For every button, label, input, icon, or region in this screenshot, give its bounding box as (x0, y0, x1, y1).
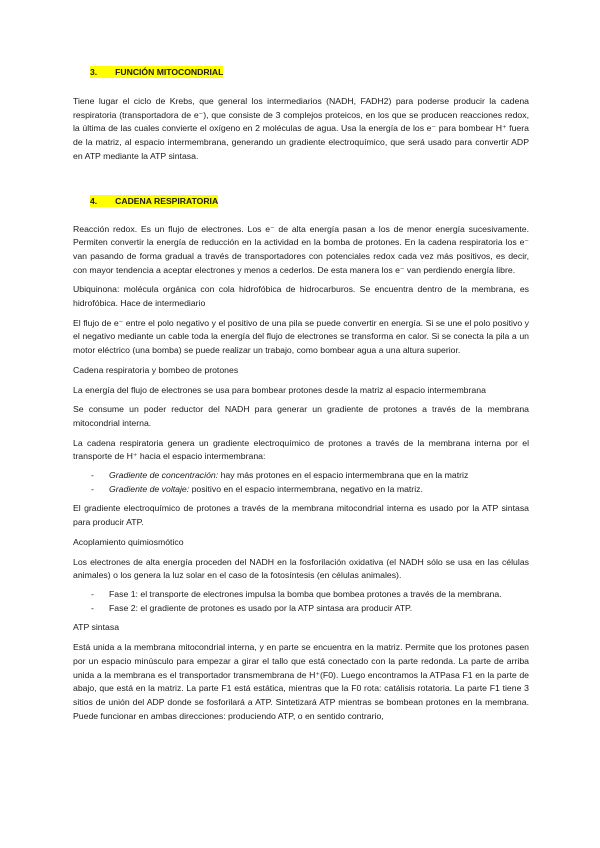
list-dash: - (91, 470, 94, 481)
list-item (73, 588, 529, 602)
list-dash: - (91, 588, 94, 599)
list-item-text: Fase 2: el gradiente de protones es usado por la ATP sintasa ara producir ATP. (109, 602, 413, 613)
paragraph-atp-synthase: Está unida a la membrana mitocondrial interna, y en parte se encuentra en la matriz. Permite que los protones pasen por un espacio minúsculo para empezar a girar el tallo que está conectado con la parte redonda. La parte de arriba unida a la membrana es el transportador transmembrana de H⁺(F0). Luego encontramos la ATPasa F1 en la parte de abajo, que está en la matriz. La parte F1 está estática, mientras que la F0 rota: catálisis rotatoria. La parte F1 tiene 3 sitios de unión del ADP donde se fosforilará a ATP. Sintetizará ATP mientras se bombean protones en la membrana. Puede funcionar en ambas direcciones: produciendo ATP, o en sentido contrario, (73, 642, 529, 721)
list-dash: - (91, 602, 94, 613)
list-item-label: Gradiente de voltaje: (109, 483, 190, 494)
list-item-text: Fase 1: el transporte de electrones impulsa la bomba que bombea protones a través de la membrana. (109, 588, 502, 599)
list-item-text: positivo en el espacio intermembrana, negativo en la matriz. (189, 483, 423, 494)
subheading-atp-synthase: ATP sintasa (73, 622, 120, 633)
subheading-proton-pumping: Cadena respiratoria y bombeo de protones (73, 364, 239, 375)
list-item (73, 469, 529, 483)
paragraph-gradient: La cadena respiratoria genera un gradiente electroquímico de protones a través de la membrana interna por el transporte de H⁺ hacia el espacio intermembrana: (73, 437, 529, 462)
paragraph-nadh: Se consume un poder reductor del NADH para generar un gradiente de protones a través de la membrana mitocondrial interna. (73, 404, 529, 428)
section-title: FUNCIÓN MITOCONDRIAL (115, 67, 224, 77)
phase-list (73, 588, 529, 615)
list-item (73, 602, 529, 616)
paragraph-atp-synthase-use: El gradiente electroquímico de protones a través de la membrana mitocondrial interna es usado por la ATP sintasa para producir ATP. (73, 503, 529, 528)
paragraph-redox: Reacción redox. Es un flujo de electrones. Los e⁻ de alta energía pasan a los de menor energía sucesivamente. Permiten convertir la energía de reducción en la actividad en la bomba de protones. En la cadena respiratoria los e⁻ van pasando de forma gradual a través de transportadores con potenciales redox cada vez más positivos, es decir, con mayor tendencia a aceptar electrones y menos a cederlos. De esta manera los e⁻ van perdiendo energía libre. (73, 223, 529, 275)
section-number: 3. (90, 66, 115, 78)
paragraph-battery-analogy: El flujo de e⁻ entre el polo negativo y el positivo de una pila se puede convertir en energía. Si se une el polo positivo y el negativo mediante un cable toda la energía del flujo de electrones se transforma en calor. Si se conecta la pila a un motor eléctrico (una bomba) se puede realizar un trabajo, como bombear agua a una altura superior. (73, 317, 529, 356)
list-item (73, 483, 529, 497)
list-item-text: hay más protones en el espacio intermembrana que en la matriz (218, 470, 469, 481)
gradient-list (73, 469, 529, 496)
paragraph-ubiquinone: Ubiquinona: molécula orgánica con cola hidrofóbica de hidrocarburos. Se encuentra dentro de la membrana, es hidrofóbica. Hace de intermediario (73, 284, 529, 309)
list-item-label: Gradiente de concentración: (109, 470, 219, 481)
section-heading-4 (90, 195, 529, 207)
paragraph-energy-flow: La energía del flujo de electrones se usa para bombear protones desde la matriz al espacio intermembrana (73, 384, 486, 395)
section-title: CADENA RESPIRATORIA (115, 195, 219, 206)
section-heading-3 (90, 66, 529, 78)
document-body (73, 66, 529, 723)
paragraph-mitochondrial-function: Tiene lugar el ciclo de Krebs, que general los intermediarios (NADH, FADH2) para poderse producir la cadena respiratoria (transportadora de e⁻), que consiste de 3 complejos proteicos, en los que se producen reacciones redox, la última de las cuales convierte el oxígeno en 2 moléculas de agua. Usa la energía de los e⁻ para bombear H⁺ fuera de la matriz, al espacio intermembrana, generando un gradiente electroquímico, que será usado para convertir ADP en ATP mediante la ATP sintasa. (73, 96, 529, 161)
list-dash: - (91, 483, 94, 494)
paragraph-electron-sources: Los electrones de alta energía proceden del NADH en la fosforilación oxidativa (el NADH sólo se usa en las células animales) o los genera la luz solar en el caso de la fotosíntesis (en células animales). (73, 556, 529, 581)
subheading-chemiosmotic: Acoplamiento quimiosmótico (73, 536, 184, 547)
section-number: 4. (90, 195, 115, 207)
